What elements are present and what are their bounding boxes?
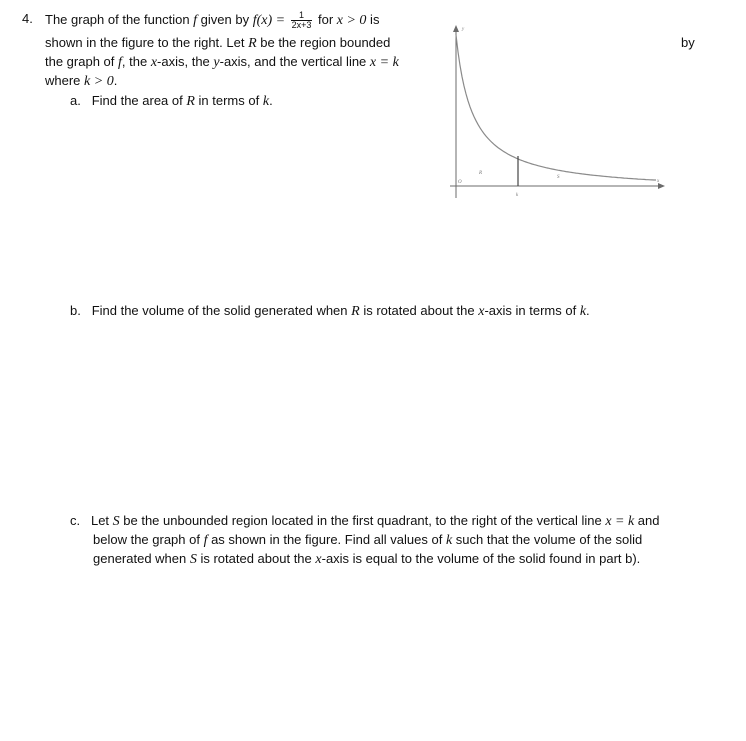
math-f: f — [193, 13, 198, 28]
text: be the region bounded — [256, 35, 391, 50]
math-R: R — [186, 94, 195, 109]
region-S-label: S — [557, 175, 560, 180]
part-a — [70, 92, 273, 111]
math-x-equals-k: x = k — [369, 55, 399, 70]
text: is rotated about the — [359, 303, 479, 318]
y-axis-arrow-icon — [453, 25, 459, 32]
text: . — [269, 93, 273, 108]
text: -axis in terms of — [484, 303, 580, 318]
text: as shown in the figure. Find all values of — [207, 532, 446, 547]
region-R-label: R — [479, 171, 483, 176]
part-c-label: c. — [70, 513, 81, 528]
math-x: x — [478, 304, 485, 319]
function-curve — [456, 35, 656, 180]
text: is rotated about the — [196, 551, 316, 566]
text: given by — [197, 12, 253, 27]
text: below the graph of — [93, 532, 204, 547]
part-c-line-1 — [70, 512, 660, 531]
math-x: x — [150, 55, 158, 70]
k-tick-label: k — [516, 193, 519, 198]
math-fx: f(x) = — [252, 13, 289, 28]
stray-by-text: by — [681, 35, 695, 50]
math-x-equals-k: x = k — [605, 514, 635, 529]
text: Find the area of — [91, 93, 187, 108]
y-axis-label: y — [462, 27, 465, 32]
x-axis-label: x — [657, 179, 660, 184]
math-R: R — [248, 36, 257, 51]
part-c-line-2 — [93, 531, 642, 550]
math-condition: x > 0 — [336, 13, 367, 28]
text: -axis, the — [157, 54, 214, 69]
math-R: R — [351, 304, 360, 319]
text: , the — [121, 54, 151, 69]
question-line-3 — [45, 53, 399, 72]
question-line-4 — [45, 72, 117, 91]
text: in terms of — [194, 93, 263, 108]
text: and — [634, 513, 660, 528]
math-k-gt-0: k > 0 — [84, 74, 114, 89]
text: such that the volume of the solid — [452, 532, 643, 547]
text: for — [314, 12, 337, 27]
question-line-1 — [45, 11, 379, 30]
math-S: S — [112, 514, 120, 529]
math-f: f — [118, 55, 122, 70]
text: Find the volume of the solid generated when — [91, 303, 352, 318]
text: -axis, and the vertical line — [219, 54, 370, 69]
part-b-label: b. — [70, 303, 81, 318]
math-k: k — [262, 94, 270, 109]
part-c-line-3 — [93, 550, 640, 569]
origin-label: O — [458, 180, 462, 185]
text: the graph of — [45, 54, 118, 69]
text: generated when — [93, 551, 190, 566]
text: . — [586, 303, 590, 318]
function-graph-figure — [446, 22, 671, 207]
math-k: k — [579, 304, 587, 319]
math-x: x — [315, 552, 322, 567]
fraction-numerator: 1 — [291, 11, 313, 21]
text: where — [45, 73, 85, 88]
math-k: k — [445, 533, 453, 548]
fraction — [291, 11, 313, 30]
text: is — [366, 12, 380, 27]
math-f: f — [203, 533, 208, 548]
question-line-2 — [45, 34, 390, 53]
fraction-denominator: 2x+3 — [291, 20, 312, 31]
part-a-label: a. — [70, 93, 81, 108]
text: -axis is equal to the volume of the solid found in part b). — [321, 551, 641, 566]
math-S: S — [189, 552, 197, 567]
text: Let — [90, 513, 113, 528]
text: shown in the figure to the right. Let — [45, 35, 249, 50]
text: be the unbounded region located in the first quadrant, to the right of the vertical line — [119, 513, 606, 528]
question-number: 4. — [22, 11, 33, 26]
math-y: y — [213, 55, 220, 70]
part-b — [70, 302, 590, 321]
text: . — [113, 73, 118, 88]
text: The graph of the function — [45, 12, 194, 27]
